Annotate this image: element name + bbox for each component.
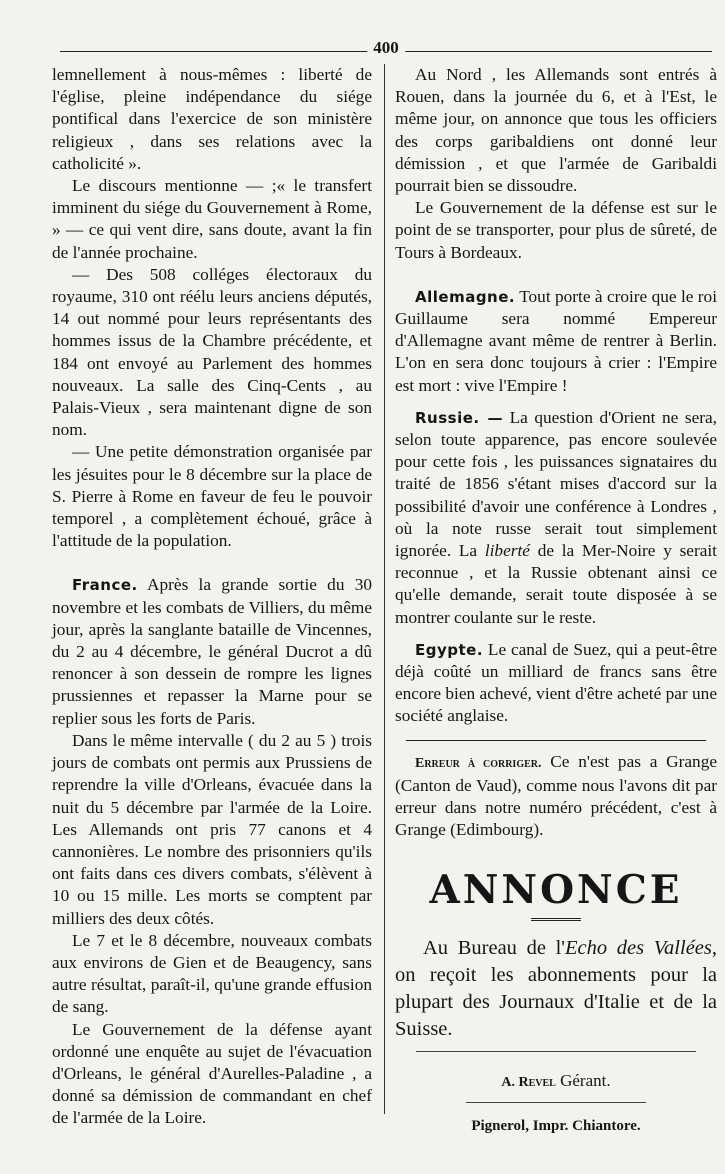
section-erreur xyxy=(395,751,717,842)
section-egypte xyxy=(395,639,717,728)
annonce-text-a: Au Bureau de l' xyxy=(423,936,566,959)
egypte-heading: Egypte. xyxy=(415,640,484,659)
paragraph-gouvernement: Le Gouvernement de la défense est sur le point de se transporter, pour plus de sûreté, de Tours à Bordeaux. xyxy=(395,198,717,262)
allemagne-heading: Allemagne. xyxy=(415,287,516,306)
russie-italic: liberté xyxy=(484,541,530,561)
paragraph-gien: Le 7 et le 8 décembre, nouveaux combats aux environs de Gien et de Beaugency, sans autre résultat, paraît-il, qu'une grande effusion de sang. xyxy=(52,930,372,1017)
erreur-heading: Erreur à corriger. xyxy=(415,755,542,771)
gerant-line xyxy=(395,1070,717,1094)
allemagne-text: Tout porte à croire que le roi Guillaume sera nommé Empereur d'Allemagne avant même de rentrer à Berlin. L'on en sera donc toujours à crier : l'Empire est mort : vive l'Empire ! xyxy=(395,286,717,395)
france-heading: France. xyxy=(72,576,138,595)
column-divider xyxy=(384,64,385,1114)
paragraph-demonstration: — Une petite démonstration organisée par les jésuites pour le 8 décembre sur la place de S. Pierre à Rome en faveur de feu le pouvoir temporel , a complètement échoué, grâce à l'attitude de la population. xyxy=(52,442,372,551)
russie-text-b: de la Mer-Noire y serait reconnue , et la Russie obtenant ainsi ce qu'elle demande, serait toute disposée à se montrer coulante sur le reste. xyxy=(395,541,717,627)
annonce-italic: Echo des Vallées xyxy=(565,936,712,959)
gerant-name: A. Revel xyxy=(501,1074,556,1090)
section-rule xyxy=(406,740,706,741)
section-allemagne xyxy=(395,286,717,397)
imprint-rule xyxy=(466,1102,646,1103)
page-header xyxy=(60,38,712,60)
annonce-bottom-rule xyxy=(416,1051,696,1052)
erreur-text: Ce n'est pas a Grange (Canton de Vaud), comme nous l'avons dit par erreur dans notre numéro précédent, c'est à Grange (Edimbourg). xyxy=(395,751,717,840)
france-text: Après la grande sortie du 30 novembre et les combats de Villiers, du même jour, après la sanglante bataille de Vincennes, du 2 au 4 décembre, le général Ducrot a dû renoncer à son dessein de rompre les lignes prussiennes et repasser la Marne pour se replier sous les forts de Paris. xyxy=(52,575,372,728)
annonce-text-b: , on reçoit les abonnements pour la plupart des Journaux d'Italie et de la Suisse. xyxy=(395,936,717,1040)
left-column xyxy=(52,64,372,1130)
right-column xyxy=(395,64,717,1137)
imprint-line: Pignerol, Impr. Chiantore. xyxy=(471,1117,641,1134)
paragraph-intervalle: Dans le même intervalle ( du 2 au 5 ) trois jours de combats ont permis aux Prussiens de reprendre la ville d'Orleans, évacuée dans la nuit du 5 décembre par l'armée de la Loire. Les Allemands ont pris 77 canons et 4 cannonières. Le nombre des prisonniers qu'ils ont faits dans ces divers combats, s'élèvent à 10 ou 15 mille. Les morts se comptent par milliers des deux côtés. xyxy=(52,730,372,928)
annonce-text xyxy=(395,935,717,1043)
annonce-rule xyxy=(531,918,581,921)
page-number: 400 xyxy=(367,38,405,58)
section-russie xyxy=(395,407,717,629)
paragraph-nord: Au Nord , les Allemands sont entrés à Rouen, dans la journée du 6, et à l'Est, le même jour, on annonce que tous les officiers des corps garibaldiens ont donné leur démission , et que l'armée de Garibaldi pourrait bien se dissoudre. xyxy=(395,65,717,196)
paragraph-enquete: Le Gouvernement de la défense ayant ordonné une enquête au sujet de l'évacuation d'Orleans, le général d'Aurelles-Paladine , a donné sa démission de commandant en chef de l'armée de la Loire. xyxy=(52,1019,372,1128)
gerant-title: Gérant. xyxy=(560,1070,611,1090)
egypte-text: Le canal de Suez, qui a peut-être déjà coûté un milliard de francs sans être encore bien achevé, vient d'être acheté par une société anglaise. xyxy=(395,639,717,726)
russie-heading: Russie. — xyxy=(415,408,504,427)
russie-text-a: La question d'Orient ne sera, selon toute apparence, pas encore soulevée pour cette fois , les puissances signataires du traité de 1856 s'étant mises d'accord sur la possibilité d'avoir une conférence à Londres , où la note russe serait tout simplement ignorée. La xyxy=(395,407,717,561)
section-france xyxy=(52,574,372,729)
annonce-title: ANNONCE xyxy=(429,866,683,913)
paragraph-discours: Le discours mentionne — ;« le transfert imminent du siége du Gouvernement à Rome, » — ce qui vent dire, sans doute, avant la fin de l'année prochaine. xyxy=(52,176,372,262)
paragraph-liberte-eglise: lemnellement à nous-mêmes : liberté de l'église, pleine indépendance du siége pontifical dans l'exercice de son ministère religieux , dans ses relations avec la catholicité ». xyxy=(52,65,372,173)
paragraph-colleges: — Des 508 colléges électoraux du royaume, 310 ont réélu leurs anciens députés, 14 out nommé pour leurs représentants des hommes issus de la Chambre précédente, et 184 ont envoyé au Parlement des hommes nouveaux. La salle des Cinq-Cents , au Palais-Vieux , sera maintenant digne de son nom. xyxy=(52,264,372,440)
